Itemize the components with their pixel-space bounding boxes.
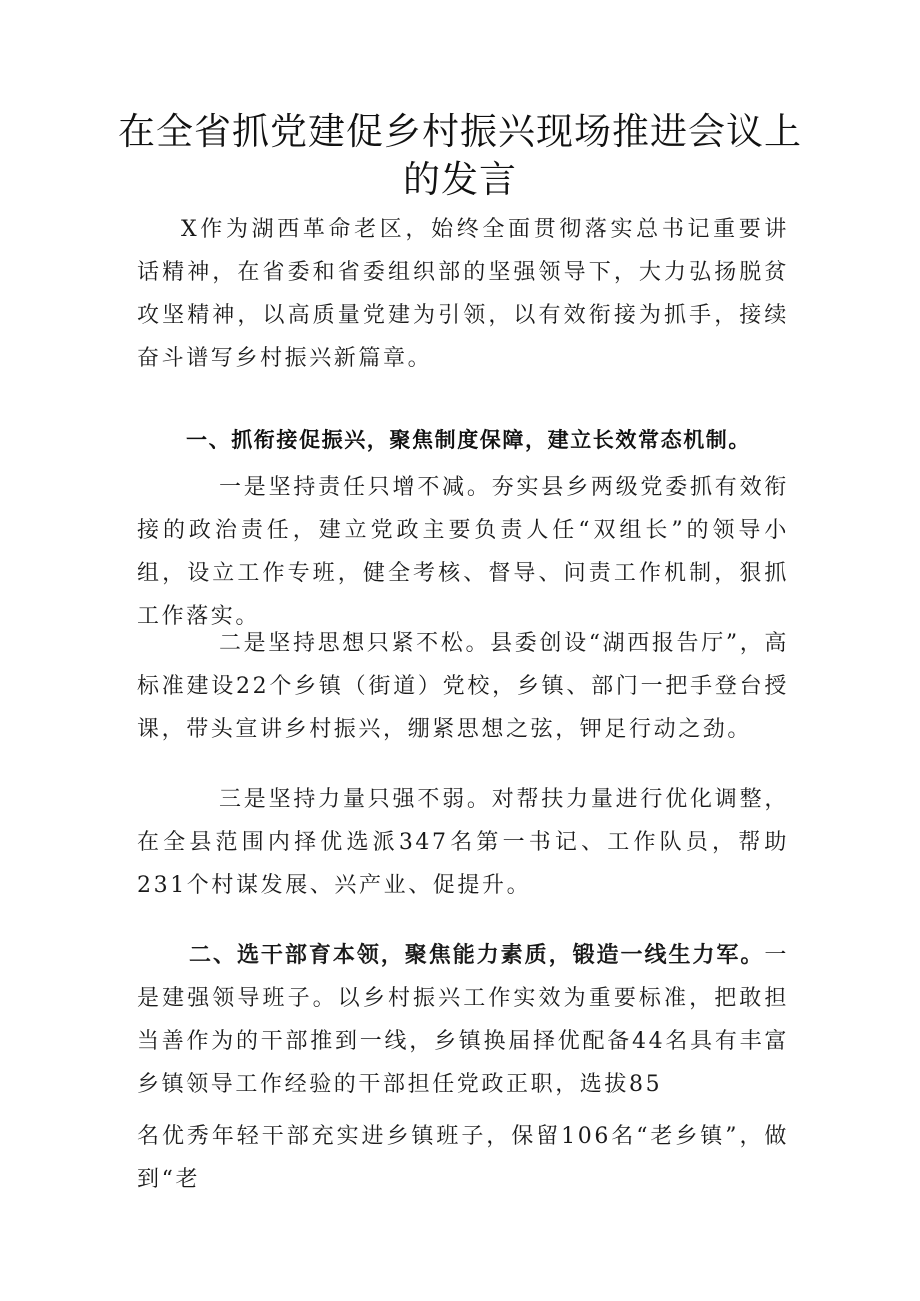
section-1-heading: 一、抓衔接促振兴，聚焦制度保障，建立长效常态机制。 <box>186 427 751 452</box>
document-title-line-2: 的发言 <box>403 158 517 201</box>
intro-paragraph: X作为湖西革命老区，始终全面贯彻落实总书记重要讲话精神，在省委和省委组织部的坚强领导下，大力弘扬脱贫攻坚精神，以高质量党建为引领，以有效衔接为抓手，接续奋斗谱写乡村振兴新篇章。 <box>137 217 789 371</box>
section-2-paragraph <box>137 934 789 1106</box>
document-title-line-1: 在全省抓党建促乡村振兴现场推进会议上 <box>118 110 802 153</box>
section-1-paragraph-3: 三是坚持力量只强不弱。对帮扶力量进行优化调整，在全县范围内择优选派347名第一书记、工作队员，帮助231个村谋发展、兴产业、促提升。 <box>137 787 789 898</box>
section-1-paragraph-2: 二是坚持思想只紧不松。县委创设“湖西报告厅”，高标准建设22个乡镇（街道）党校，乡镇、部门一把手登台授课，带头宣讲乡村振兴，绷紧思想之弦，钾足行动之劲。 <box>137 631 789 742</box>
section-1-paragraph-1: 一是坚持责任只增不减。夯实县乡两级党委抓有效衔接的政治责任，建立党政主要负责人任“双组长”的领导小组，设立工作专班，健全考核、督导、问责工作机制，狠抓工作落实。 <box>137 475 789 629</box>
section-2-heading: 二、选干部育本领，聚焦能力素质，锻造一线生力军。 <box>189 942 765 968</box>
section-2-text: 一是建强领导班子。以乡村振兴工作实效为重要标准，把敢担当善作为的干部推到一线，乡镇换届择优配备44名具有丰富乡镇领导工作经验的干部担任党政正职，选拔85 <box>137 943 789 1097</box>
section-2-continuation: 名优秀年轻干部充实进乡镇班子，保留106名“老乡镇”，做到“老 <box>137 1124 789 1192</box>
